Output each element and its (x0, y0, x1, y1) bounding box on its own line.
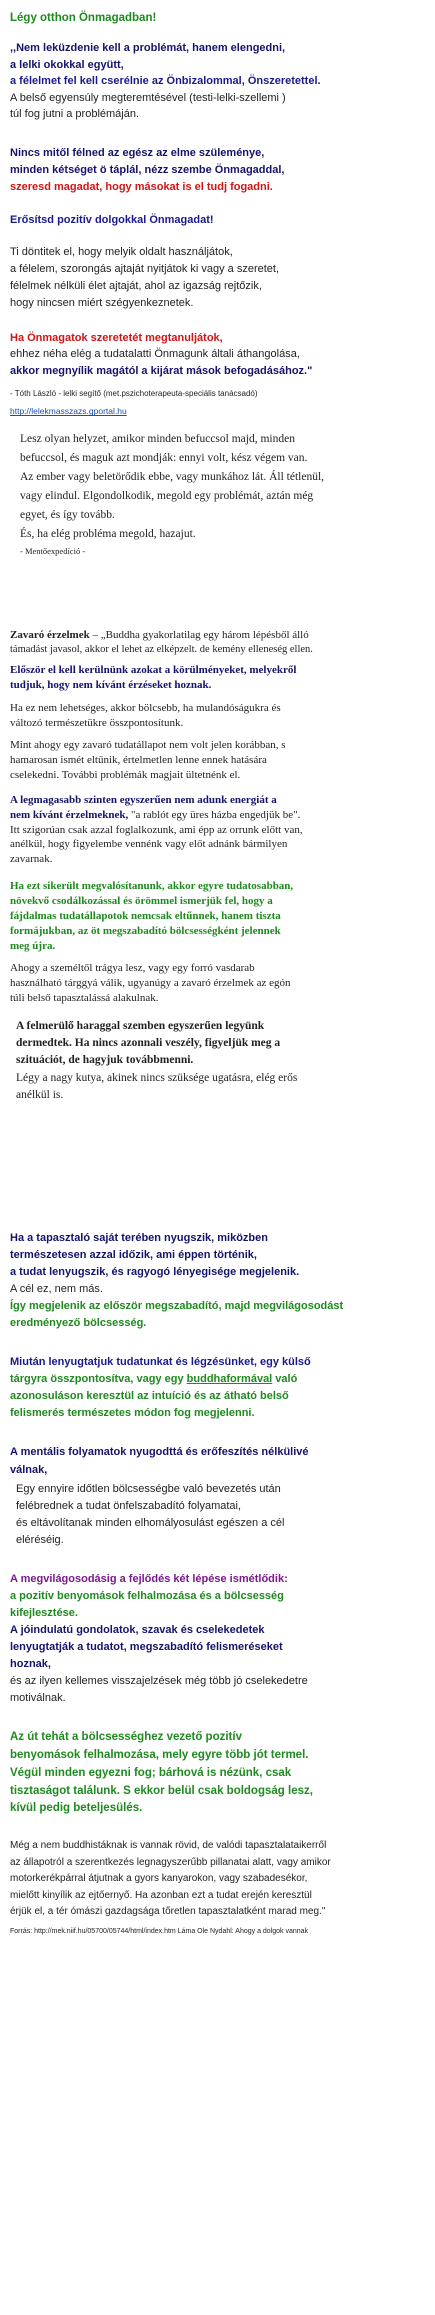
text-line: minden kétséget ö táplál, nézz szembe Önmagaddal, (10, 163, 285, 176)
text-line: benyomások felhalmozása, mely egyre több jót termel. (10, 1748, 309, 1761)
text-line: vagy elindul. Elgondolkodik, megold egy problémát, aztán még (20, 489, 314, 502)
text-line: a félelem, szorongás ajtaját nyitjátok ki vagy a szeretet, (10, 262, 280, 275)
quote-line: A belső egyensúly megteremtésével (testi-lelki-szellemi ) (10, 91, 286, 104)
text-line: Egy ennyire időtlen bölcsességbe való bevezetés után (16, 1482, 281, 1495)
text-line: és az ilyen kellemes visszajelzések még több jó cselekedetre (10, 1675, 308, 1688)
text-line: formájukban, az öt megszabadító bölcsességként jelennek (10, 924, 281, 937)
text-inline: "a rablót egy üres házba engedjük be". (128, 808, 301, 821)
text-line: ehhez néha elég a tudatalatti Önmagunk általi áthangolása, (10, 348, 300, 361)
energy-block (10, 793, 425, 867)
text-line: a tudat lenyugszik, és ragyogó lényegisége megjelenik. (10, 1266, 300, 1279)
text-line: tisztaságot találunk. S ekkor belül csak boldogság lesz, (10, 1784, 313, 1797)
mental-block (10, 1444, 425, 1548)
text-line: azonosuláson keresztül az intuíció és az átható belső (10, 1390, 289, 1403)
text-line: lenyugtatják a tudatot, megszabadító felismeréseket (10, 1640, 283, 1653)
text-line: félelmek nélküli élet ajtaját, ahol az igazság rejtőzik, (10, 279, 262, 292)
quote-line: túl fog jutni a problémáján. (10, 108, 140, 120)
text-line: Végül minden egyezni fog; bárhová is nézünk, csak (10, 1766, 292, 1779)
text-line: A mentális folyamatok nyugodttá és erőfeszítés nélkülivé (10, 1446, 309, 1459)
text-line: változó természetükre összpontosítunk. (10, 716, 184, 729)
text-line: természetesen azzal időzik, ami éppen történik, (10, 1249, 257, 1262)
text-line: mielőtt kinyílik az ejtőernyő. Ha azonban ezt a tudat erején keresztül (10, 1889, 312, 1901)
enlightenment-block (10, 1571, 425, 1707)
text-line: eredményező bölcsesség. (10, 1317, 147, 1330)
text-line: motiválnak. (10, 1692, 66, 1705)
text-line: Ti döntitek el, hogy melyik oldalt használjátok, (10, 245, 233, 258)
text-line: Nincs mitől félned az egész az elme szüleménye, (10, 146, 265, 159)
anger-block (10, 1018, 425, 1104)
text-line: befuccsol, és maguk azt mondják: ennyi volt, kész végem van. (20, 451, 308, 464)
text-line: Ahogy a személtől trágya lesz, vagy egy forró vasdarab (10, 962, 255, 975)
text-inline: – „Buddha gyakorlatilag egy három lépésből álló (89, 629, 309, 641)
text-line: kívül pedig beteljesülés. (10, 1802, 143, 1815)
source-caption: - Mentőexpedíció - (20, 545, 86, 556)
buddhaform-link[interactable]: buddhaformával (186, 1373, 273, 1386)
decision-block (10, 244, 425, 312)
path-block (10, 1729, 425, 1818)
text-line: zavarnak. (10, 853, 53, 866)
text-line: szeresd magadat, hogy másokat is el tudj fogadni. (10, 180, 273, 193)
text-line: A felmerülő haraggal szemben egyszerűen legyünk (16, 1019, 265, 1032)
text-line: Az út tehát a bölcsességhez vezető pozitív (10, 1731, 242, 1744)
text-line: anélkül is. (16, 1088, 64, 1101)
text-line: cselekedni. További problémák magjait ültetnénk el. (10, 769, 241, 782)
source-caption: Forrás: http://mek.niif.hu/05700/05744/html/index.htm Láma Ole Nydahl: Ahogy a dolgok vannak (10, 1927, 309, 1935)
section-title: Légy otthon Önmagadban! (10, 12, 157, 24)
text-line: növekvő csodálkozással és örömmel ismerjük fel, hogy a (10, 894, 273, 907)
text-line: szituációt, de hagyjuk továbbmenni. (16, 1054, 194, 1067)
state-block (10, 738, 425, 783)
text-line: a pozitív benyomások felhalmozása és a bölcsesség (10, 1589, 284, 1602)
text-line: Így megjelenik az először megszabadító, majd megvilágosodást (10, 1300, 344, 1313)
quote-block (10, 40, 425, 123)
text-line: Még a nem buddhistáknak is vannak rövid, de valódi tapasztalataikerről (10, 1840, 327, 1852)
text-line: Mint ahogy egy zavaró tudatállapot nem volt jelen korábban, s (10, 739, 286, 752)
text-line: érjük el, a tér ómászi gazdagsága tőretlen tapasztalatként marad meg." (10, 1906, 326, 1918)
section-affirmation (10, 12, 425, 416)
text-line: Lesz olyan helyzet, amikor minden befuccsol majd, minden (20, 433, 295, 445)
text-line: felébrednek a tudat önfelszabadító folyamatai, (16, 1499, 242, 1512)
text-line: Először el kell kerülnünk azokat a körülményeket, melyekről (10, 664, 297, 677)
text-inline: tárgyra összpontosítva, vagy egy (10, 1373, 187, 1386)
text-line: eléréséig. (16, 1533, 64, 1546)
text-line: Ha Önmagatok szeretetét megtanuljátok, (10, 331, 223, 344)
avoid-block (10, 663, 425, 693)
text-line: hoznak, (10, 1657, 51, 1670)
text-line: A megvilágosodásig a fejlődés két lépése ismétlődik: (10, 1572, 288, 1585)
self-love-block (10, 330, 425, 380)
text-line: kifejlesztése. (10, 1606, 78, 1619)
author-credit: - Tóth László - lelki segítő (met.pszichoterapeuta-speciális tanácsadó) (10, 389, 258, 399)
text-line: Ha a tapasztaló saját terében nyugszik, miközben (10, 1232, 268, 1244)
text-line: tudjuk, hogy nem kívánt érzéseket hoznak. (10, 678, 212, 691)
text-line: Itt szigorúan csak azzal foglalkozunk, ami épp az orrunk előtt van, (10, 823, 303, 836)
text-line: hamarosan ismét eltűnik, értelmetlen lenne ennek hatására (10, 754, 267, 767)
text-line: dermedtek. Ha nincs azonnali veszély, figyeljük meg a (16, 1037, 281, 1050)
text-line: A legmagasabb szinten egyszerűen nem adunk energiát a (10, 793, 277, 806)
text-line: túli belső tapasztalássá alakulnak. (10, 992, 159, 1005)
source-link[interactable]: http://lelekmasszazs.gportal.hu (10, 406, 127, 417)
heading-inline: Zavaró érzelmek (10, 629, 90, 641)
section-mind (10, 1230, 425, 1938)
text-line: felismerés természetes módon fog megjelenni. (10, 1407, 255, 1420)
text-line: Az ember vagy beletörődik ebbe, vagy munkához lát. Áll tétlenül, (20, 470, 325, 483)
text-line: Ha ezt sikerült megvalósítanunk, akkor egyre tudatosabban, (10, 880, 294, 893)
text-line: fájdalmas tudatállapotok nemcsak eltűnnek, hanem tiszta (10, 909, 281, 922)
text-line: és eltávolítanak minden elhomályosulást egészen a cél (16, 1516, 285, 1529)
text-line: támadást javasol, akkor el lehet az elképzelt. de kemény elleneség ellen. (10, 643, 313, 655)
text-line: motorkerékpárral átjutnak a gyors kanyarokon, vagy szabadesékor, (10, 1873, 308, 1885)
text-line: az állapotról a szerentkezés legnagyszerűbb pillanatai alatt, vagy amikor (10, 1856, 331, 1868)
quote-line: a félelmet fel kell cserélnie az Önbizalommal, Önszeretettel. (10, 75, 321, 87)
text-line: anélkül, hogy figyelembe vennénk vagy előt adnánk bármilyen (10, 838, 288, 851)
text-line: Légy a nagy kutya, akinek nincs szüksége ugatásra, elég erős (16, 1071, 298, 1084)
text-line: egyet, és így tovább. (20, 508, 115, 521)
quote-line: a lelki okokkal együtt, (10, 58, 124, 71)
text-inline: való (272, 1373, 298, 1386)
text-line: használható tárggyá válik, ugyanúgy a zavaró érzelmek az egón (10, 977, 291, 990)
mental-detail (10, 1481, 425, 1549)
quote-line: ,,Nem leküzdenie kell a problémát, hanem elengedni, (10, 42, 286, 54)
text-line: akkor megnyílik magától a kijárat mások befogadásához." (10, 364, 313, 377)
wisdom-block (10, 879, 425, 953)
text-line: hogy nincsen miért szégyenkeznetek. (10, 296, 194, 309)
emphasis-heading: Erősítsd pozitív dolgokkal Önmagadat! (10, 213, 214, 226)
experiencer-block (10, 1230, 425, 1332)
transformation-block (10, 961, 425, 1006)
section-expedition (20, 430, 420, 558)
no-fear-block (10, 145, 425, 196)
text-line: Miután lenyugtatjuk tudatunkat és légzésünket, egy külső (10, 1356, 311, 1369)
section-disturbing-emotions (10, 628, 425, 1104)
text-line: meg újra. (10, 939, 56, 952)
text-line: A jóindulatú gondolatok, szavak és cselekedetek (10, 1623, 265, 1636)
text-line: válnak, (10, 1463, 48, 1476)
text-inline: nem kívánt érzelmeknek, (10, 808, 129, 821)
text-line: A cél ez, nem más. (10, 1283, 103, 1296)
text-line: Ha ez nem lehetséges, akkor bölcsebb, ha mulandóságukra és (10, 701, 281, 714)
text-line: És, ha elég probléma megold, hazajut. (20, 527, 196, 540)
calm-block (10, 1354, 425, 1422)
impermanence-block (10, 701, 425, 731)
non-buddhist-block (10, 1838, 425, 1921)
